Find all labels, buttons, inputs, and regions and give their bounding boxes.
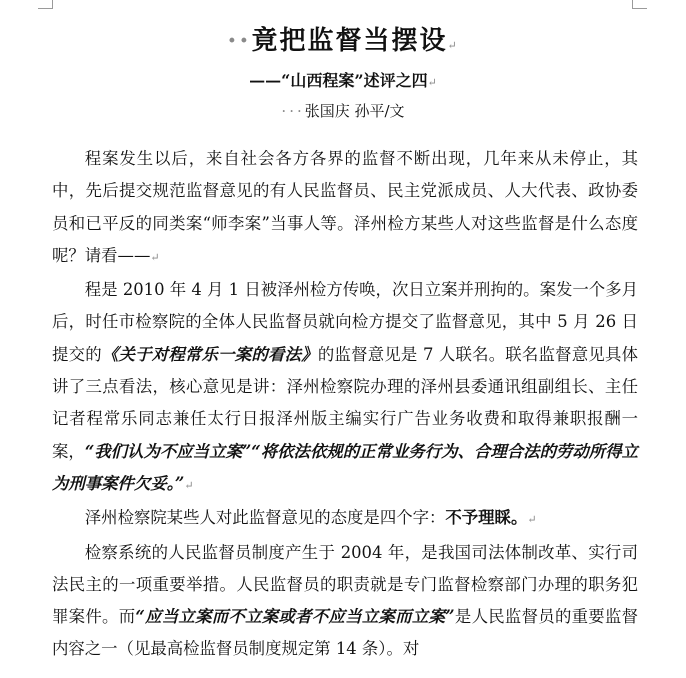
body-paragraph	[52, 502, 638, 536]
paragraph-text: 是人民监督员的重要监督内容之一（见最高检监督员制度规定第 14 条）。对	[52, 607, 639, 659]
article-title-line	[0, 24, 686, 63]
paragraph-mark-icon: ↵	[447, 39, 459, 52]
body-paragraph	[52, 143, 638, 274]
paragraph-text: 泽州检察院某些人对此监督意见的态度是四个字：	[84, 508, 446, 528]
article-title: 竟把监督当摆设	[251, 26, 448, 56]
article-subtitle-line	[0, 70, 686, 94]
paragraph-text: 检察系统的人民监督员制度产生于 2004 年，是我国司法体制改革、实行司法民主的一项重要举措。人民监督员的职责就是专门监督检察部门办理的职务犯罪案件。而	[52, 542, 638, 627]
author-byline: 张国庆 孙平/文	[304, 102, 405, 120]
emphasized-text: 不予理睬。	[445, 508, 528, 528]
body-paragraph	[52, 274, 638, 502]
emphasized-text: “应当立案而不立案或者不应当立案而立案”	[135, 607, 455, 627]
indent-dots: ···	[281, 102, 305, 120]
paragraph-text: 程是 2010 年 4 月 1 日被泽州检方传唤，次日立案并刑拘的。案发一个多月后，时任市检察院的全体人民监督员就向检方提交了监督意见，其中 5 月 26 日提交的	[52, 280, 638, 364]
emphasized-text: 《关于对程常乐一案的看法》	[101, 344, 318, 364]
paragraph-mark-icon: ↵	[184, 478, 194, 492]
paragraph-text: 的监督意见是 7 人联名。联名监督意见具体讲了三点看法，核心意见是讲：泽州检察院办理的泽州县委通讯组副组长、主任记者程常乐同志兼任太行日报泽州版主编实行广告业务收费和取得兼职报酬一案，	[52, 344, 639, 461]
body-paragraph	[52, 537, 638, 666]
indent-dots: ··	[227, 26, 252, 56]
article-body	[52, 143, 638, 666]
article-subtitle: ——“山西程案”述评之四	[249, 71, 428, 90]
page-corner-mark-left	[38, 0, 53, 9]
page-corner-mark-right	[632, 0, 647, 9]
paragraph-mark-icon: ↵	[527, 513, 537, 527]
author-byline-line	[0, 101, 686, 121]
paragraph-mark-icon: ↵	[150, 250, 160, 264]
emphasized-text: “我们认为不应当立案”“将依法依规的正常业务行为、合理合法的劳动所得立为刑事案件欠妥。”	[52, 441, 638, 493]
paragraph-text: 程案发生以后，来自社会各方各界的监督不断出现，几年来从未停止，其中，先后提交规范监督意见的有人民监督员、民主党派成员、人大代表、政协委员和已平反的同类案“师李案”当事人等。泽州检方某些人对这些监督是什么态度呢？请看——	[52, 149, 638, 265]
paragraph-mark-icon: ↵	[427, 76, 437, 89]
